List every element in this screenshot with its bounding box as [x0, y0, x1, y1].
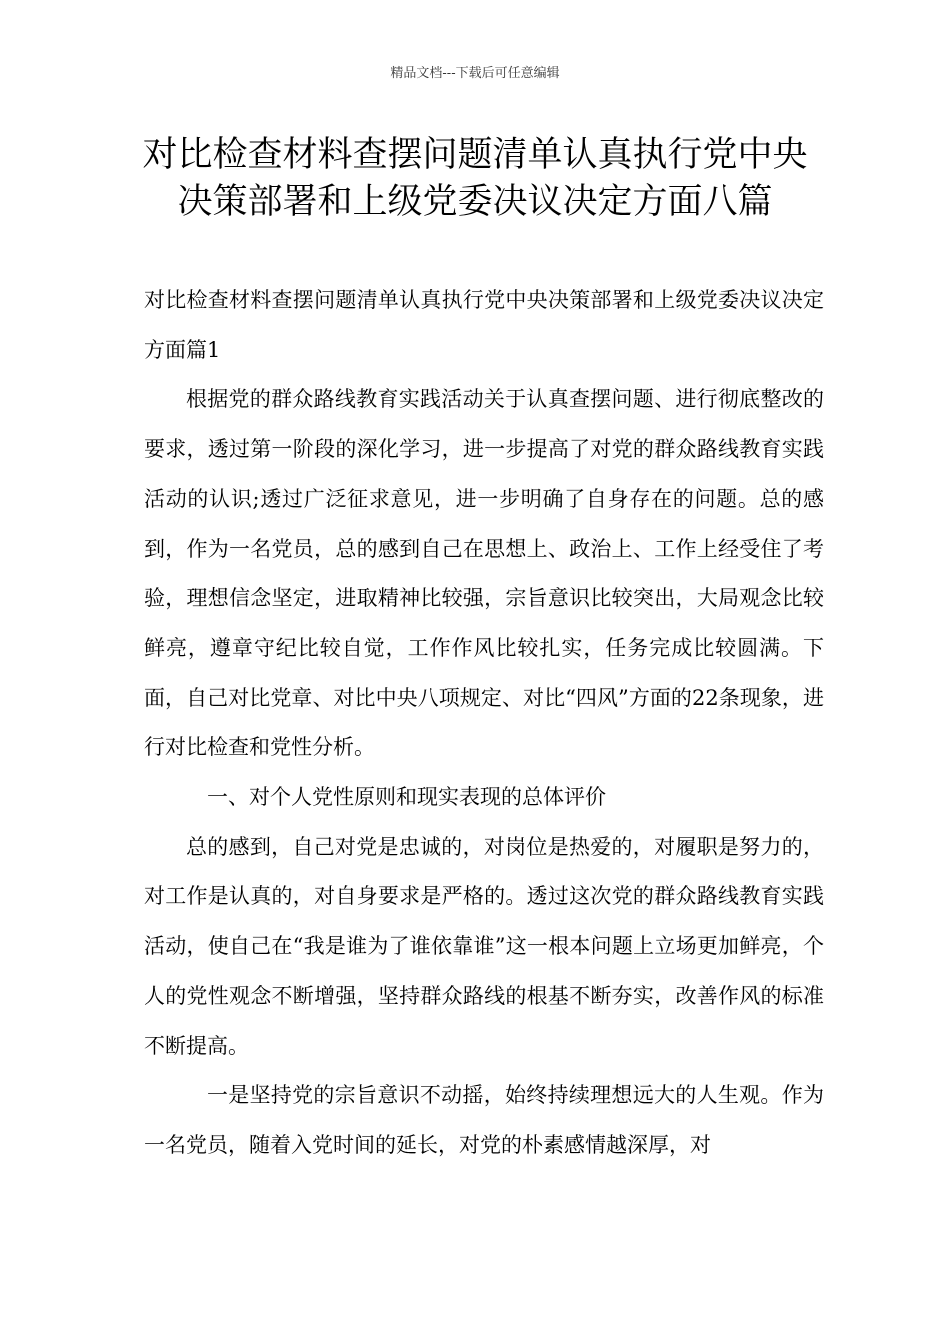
paragraph-intro: 根据党的群众路线教育实践活动关于认真查摆问题、进行彻底整改的要求，透过第一阶段的深化学习，进一步提高了对党的群众路线教育实践活动的认识;透过广泛征求意见，进一步明确了自身存在的问题。总的感到，作为一名党员，总的感到自己在思想上、政治上、工作上经受住了考验，理想信念坚定，进取精神比较强，宗旨意识比较突出，大局观念比较鲜亮，遵章守纪比较自觉，工作作风比较扎实，任务完成比较圆满。下面，自己对比党章、对比中央八项规定、对比“四风”方面的22条现象，进行对比检查和党性分析。: [144, 387, 824, 760]
section-subtitle: 对比检查材料查摆问题清单认真执行党中央决策部署和上级党委决议决定方面篇1: [144, 288, 824, 362]
document-body: [144, 276, 824, 1171]
header-note: 精品文档---下载后可任意编辑: [390, 66, 560, 81]
paragraph-overall-evaluation: 总的感到，自己对党是忠诚的，对岗位是热爱的，对履职是努力的，对工作是认真的，对自身要求是严格的。透过这次党的群众路线教育实践活动，使自己在“我是谁为了谁依靠谁”这一根本问题上立场更加鲜亮，个人的党性观念不断增强，坚持群众路线的根基不断夯实，改善作风的标准不断提高。: [144, 834, 824, 1058]
document-title: 对比检查材料查摆问题清单认真执行党中央决策部署和上级党委决议决定方面八篇: [142, 135, 808, 222]
section-heading: 一、对个人党性原则和现实表现的总体评价: [207, 785, 606, 810]
paragraph-point-one: 一是坚持党的宗旨意识不动摇，始终持续理想远大的人生观。作为一名党员，随着入党时间的延长，对党的朴素感情越深厚，对: [144, 1083, 824, 1157]
